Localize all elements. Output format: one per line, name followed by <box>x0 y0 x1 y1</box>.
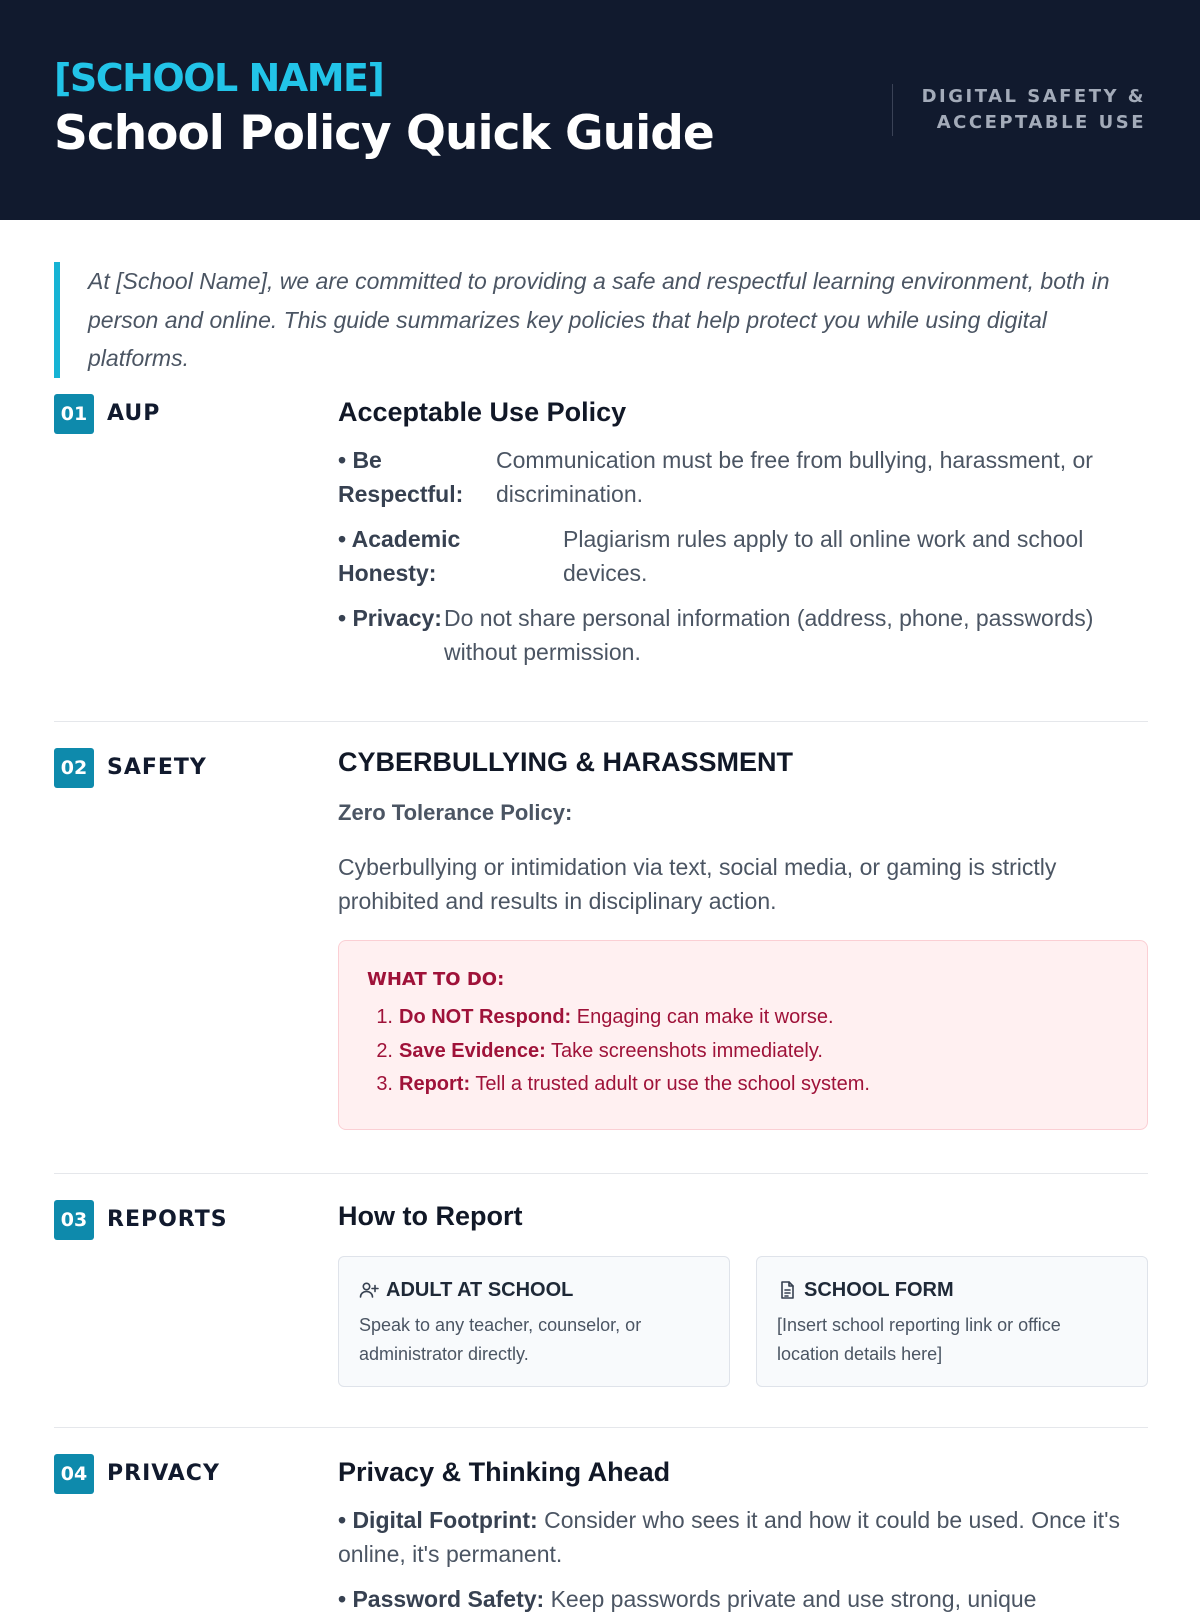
bullet-item <box>338 523 1148 590</box>
alert-step <box>367 1068 1119 1102</box>
intro-quote: At [School Name], we are committed to providing a safe and respectful learning environment, both in person and online. This guide summarizes key policies that help protect you while using digital platforms. <box>54 262 1148 378</box>
section-heading: How to Report <box>338 1201 523 1231</box>
policy-subheading: Zero Tolerance Policy: <box>338 800 573 825</box>
bullet-text: Plagiarism rules apply to all online work and school devices. <box>563 526 1084 586</box>
alert-step <box>367 1001 1119 1035</box>
section-divider <box>54 721 1148 722</box>
section-label: SAFETY <box>107 755 207 780</box>
step-number: 1. <box>376 1006 393 1028</box>
page-header <box>0 0 1200 220</box>
card-text: Speak to any teacher, counselor, or administrator directly. <box>359 1315 642 1364</box>
school-name: [SCHOOL NAME] <box>54 56 384 100</box>
section-heading: Privacy & Thinking Ahead <box>338 1457 671 1487</box>
document-icon <box>777 1280 797 1300</box>
step-label: Report: <box>399 1073 471 1095</box>
step-text: Engaging can make it worse. <box>576 1006 834 1028</box>
tagline-line-2: ACCEPTABLE USE <box>936 112 1146 133</box>
bullet-label: • Digital Footprint: <box>338 1507 538 1533</box>
header-divider <box>892 84 893 136</box>
bullet-text: Keep passwords private and use strong, unique <box>550 1586 1037 1612</box>
section-label: PRIVACY <box>107 1461 220 1486</box>
section-content <box>338 1452 1148 1617</box>
report-options <box>338 1256 1148 1387</box>
policy-paragraph: Cyberbullying or intimidation via text, social media, or gaming is strictly prohibited and results in disciplinary action. <box>338 854 1057 914</box>
page-title: School Policy Quick Guide <box>54 106 714 161</box>
section-heading: CYBERBULLYING & HARASSMENT <box>338 747 794 777</box>
section-content <box>338 392 1148 669</box>
section-heading: Acceptable Use Policy <box>338 397 627 427</box>
card-text: [Insert school reporting link or office location details here] <box>777 1315 1061 1364</box>
step-label: Do NOT Respond: <box>399 1006 572 1028</box>
bullet-item <box>338 1504 1148 1571</box>
alert-title: WHAT TO DO: <box>367 969 505 990</box>
bullet-label: • Password Safety: <box>338 1586 545 1612</box>
card-title: ADULT AT SCHOOL <box>386 1279 574 1301</box>
bullet-item <box>338 602 1148 669</box>
section-label: AUP <box>107 401 161 426</box>
step-label: Save Evidence: <box>399 1039 546 1062</box>
step-number: 3. <box>376 1073 393 1095</box>
section-label: REPORTS <box>107 1207 228 1232</box>
section-content <box>338 742 1148 1130</box>
what-to-do-alert <box>338 940 1148 1130</box>
tagline-line-1: DIGITAL SAFETY & <box>921 86 1146 107</box>
bullet-text: Do not share personal information (address, phone, passwords) without permission. <box>444 605 1094 665</box>
alert-step <box>367 1035 1119 1069</box>
bullet-label: • Privacy: <box>338 605 442 631</box>
report-card-adult <box>338 1256 730 1387</box>
step-text: Tell a trusted adult or use the school system. <box>475 1073 870 1095</box>
step-number: 2. <box>376 1039 393 1062</box>
bullet-label: • Be Respectful: <box>338 447 464 507</box>
bullet-label: • Academic Honesty: <box>338 526 461 586</box>
user-plus-icon <box>359 1280 379 1300</box>
section-number-badge: 02 <box>54 748 94 788</box>
section-divider <box>54 1427 1148 1428</box>
bullet-text: Consider who sees it and how it could be used. Once it's online, it's permanent. <box>338 1507 1120 1567</box>
alert-steps-list <box>367 1001 1119 1102</box>
card-title: SCHOOL FORM <box>804 1279 954 1301</box>
section-divider <box>54 1173 1148 1174</box>
section-number-badge: 01 <box>54 394 94 434</box>
section-content <box>338 1196 1148 1387</box>
step-text: Take screenshots immediately. <box>550 1039 823 1062</box>
bullet-text: Communication must be free from bullying, harassment, or discrimination. <box>496 447 1093 507</box>
card-title-row <box>777 1277 1127 1303</box>
report-card-form <box>756 1256 1148 1387</box>
card-title-row <box>359 1277 709 1303</box>
header-tagline <box>896 84 1146 136</box>
section-number-badge: 04 <box>54 1454 94 1494</box>
bullet-item <box>338 444 1148 511</box>
section-number-badge: 03 <box>54 1200 94 1240</box>
